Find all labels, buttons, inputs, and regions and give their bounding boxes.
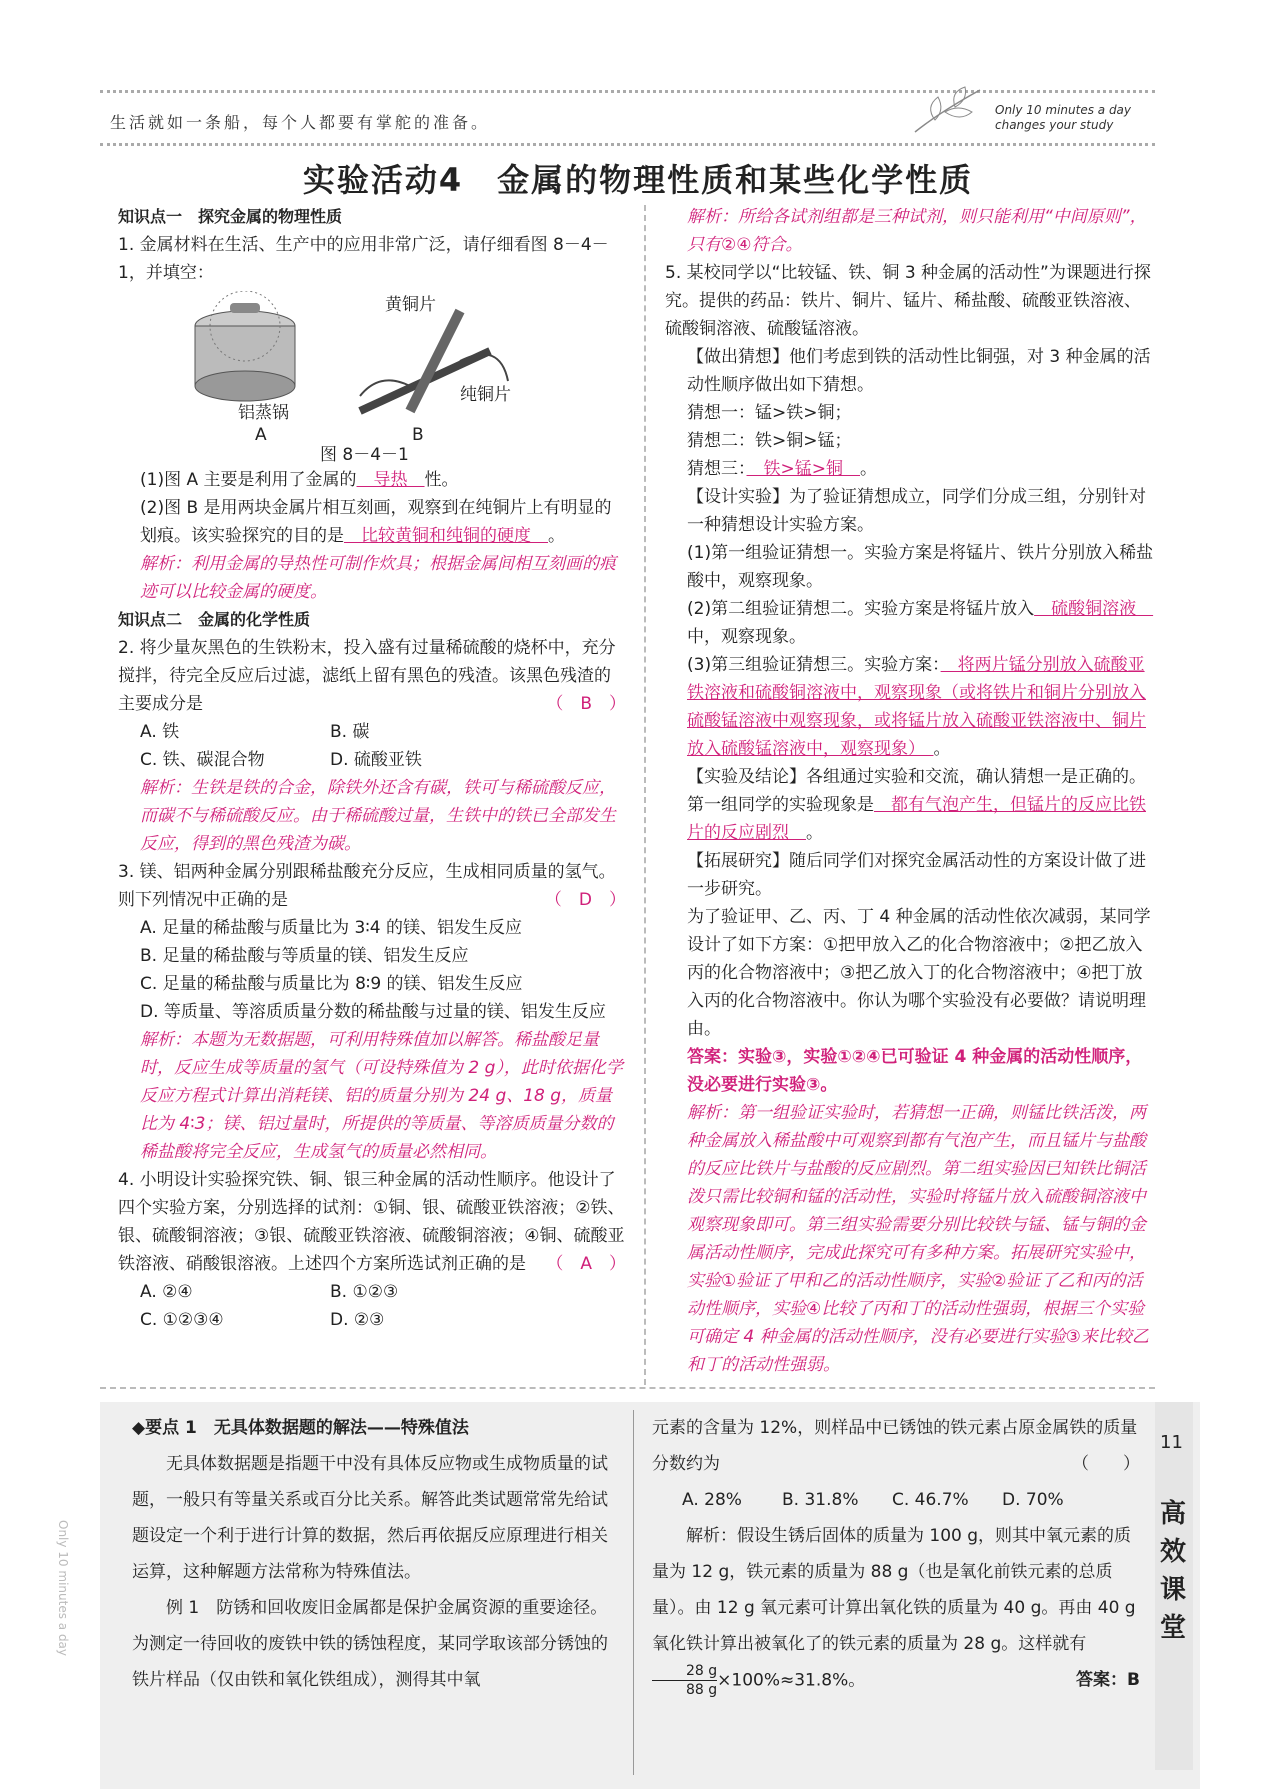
tips-para-1: 无具体数据题是指题干中没有具体反应物或生成物质量的试题，一般只有等量关系或百分比关系。解答此类试题常常先给试题设定一个利于进行计算的数据，然后再依据反应原理进行相关运算，这种解题方法常称为特殊值法。 — [132, 1454, 608, 1582]
fraction-numerator: 28 g — [652, 1662, 717, 1681]
q3-option-a: A. 足量的稀盐酸与质量比为 3∶4 的镁、铝发生反应 — [140, 918, 523, 938]
section-divider — [100, 1387, 1155, 1389]
left-column — [118, 203, 626, 1334]
q4-explanation: 解析：所给各试剂组都是三种试剂，则只能利用“中间原则”，只有②④符合。 — [687, 207, 1147, 255]
header-slogan — [995, 103, 1131, 133]
right-column — [665, 203, 1155, 1379]
tips-left — [132, 1410, 622, 1698]
fig-caption: 图 8－4－1 — [320, 445, 409, 465]
q2-answer: （ B ） — [546, 694, 626, 714]
q5-extension-question: 为了验证甲、乙、丙、丁 4 种金属的活动性依次减弱，某同学设计了如下方案：①把甲放入乙的化合物溶液中；②把乙放入丙的化合物溶液中；③把乙放入丁的化合物溶液中；④把丁放入丙的化合物溶液中。你认为哪个实验没有必要做？请说明理由。 — [687, 907, 1151, 1039]
q4-option-a: A. ②④ — [140, 1282, 193, 1302]
slogan-line-1: Only 10 minutes a day — [995, 103, 1132, 117]
q3-explanation: 解析：本题为无数据题，可利用特殊值加以解答。稀盐酸足量时，反应生成等质量的氢气（可设特殊值为 2 g），此时依据化学反应方程式计算出消耗镁、铝的质量分别为 24 g、18 g，质量比为 4∶3；镁、铝过量时，所提供的等质量、等溶质质量分数的稀盐酸将完全反应，生成氢气的质量必然相同。 — [140, 1030, 623, 1162]
tips-para-2: 例 1 防锈和回收废旧金属都是保护金属资源的重要途径。为测定一待回收的废铁中铁的锈蚀程度，某同学取该部分锈蚀的铁片样品（仅由铁和氧化铁组成），测得其中氧 — [132, 1598, 608, 1690]
q1-2-tail: 。 — [548, 526, 565, 546]
page-number: 11 — [1160, 1432, 1183, 1453]
page-title: 实验活动4 金属的物理性质和某些化学性质 — [302, 161, 974, 199]
q5-design-2 — [665, 595, 1155, 651]
q5-guess-1: 猜想一：锰>铁>铜； — [687, 403, 852, 423]
fig-label-brass: 黄铜片 — [385, 295, 436, 315]
q4-answer: （ A ） — [546, 1254, 626, 1274]
example-option-a: A. 28% — [682, 1490, 742, 1510]
q4-options-row2 — [118, 1306, 626, 1334]
q3-option-d: D. 等质量、等溶质质量分数的稀盐酸与过量的镁、铝发生反应 — [140, 1002, 606, 1022]
q5-conclusion — [665, 763, 1155, 847]
guess3-answer: 铁>锰>铜 — [746, 459, 860, 479]
q2-option-c: C. 铁、碳混合物 — [140, 750, 265, 770]
q3-answer: （ D ） — [544, 890, 626, 910]
leaf-sketch-icon — [910, 82, 990, 137]
q2-option-a: A. 铁 — [140, 722, 180, 742]
q2-stem — [118, 634, 626, 718]
fig-label-a: A — [255, 425, 267, 445]
tips-heading: ◆要点 1 无具体数据题的解法——特殊值法 — [132, 1418, 469, 1438]
q2-option-d: D. 硫酸亚铁 — [330, 750, 422, 770]
q3-stem — [118, 858, 626, 914]
example-explanation — [652, 1518, 1140, 1699]
page-tag: 高效课堂 — [1160, 1499, 1187, 1643]
q2-options-row1 — [118, 718, 626, 746]
q5-explanation: 解析：第一组验证实验时，若猜想一正确，则锰比铁活泼，两种金属放入稀盐酸中可观察到都有气泡产生，而且锰片与盐酸的反应比铁片与盐酸的反应剧烈。第二组实验因已知铁比铜活泼只需比较铜和锰的活动性，实验时将锰片放入硫酸铜溶液中观察现象即可。第三组实验需要分别比较铁与锰、锰与铜的金属活动性顺序，完成此探究可有多种方案。拓展研究实验中，实验①验证了甲和乙的活动性顺序，实验②验证了乙和丙的活动性顺序，实验④比较了丙和丁的活动性强弱，根据三个实验可确定 4 种金属的活动性顺序，没有必要进行实验③来比较乙和丁的活动性强弱。 — [687, 1103, 1149, 1375]
d3-tail: 。 — [933, 739, 951, 759]
q2-stem-text: 2. 将少量灰黑色的生铁粉末，投入盛有过量稀硫酸的烧杯中，充分搅拌，待完全反应后过滤，滤纸上留有黑色的残渣。该黑色残渣的主要成分是 — [118, 638, 616, 714]
d3-answer: 将两片锰分别放入硫酸亚铁溶液和硫酸铜溶液中，观察现象（或将铁片和铜片分别放入硫酸锰溶液中观察现象，或将锰片放入硫酸亚铁溶液中、铜片放入硫酸锰溶液中，观察现象） — [687, 655, 1146, 759]
example-option-c: C. 46.7% — [892, 1490, 969, 1510]
q2-options-row2 — [118, 746, 626, 774]
q5-answer: 答案：实验③，实验①②④已可验证 4 种金属的活动性顺序，没必要进行实验③。 — [687, 1047, 1143, 1095]
q5-guess-intro: 【做出猜想】他们考虑到铁的活动性比铜强，对 3 种金属的活动性顺序做出如下猜想。 — [687, 347, 1151, 395]
concl-answer: 都有气泡产生，但锰片的反应比铁片的反应剧烈 — [687, 795, 1146, 843]
guess3-text: 猜想三： — [687, 459, 747, 479]
q4-option-c: C. ①②③④ — [140, 1310, 224, 1330]
example-option-d: D. 70% — [1002, 1490, 1064, 1510]
example-result: ×100%≈31.8%。 — [717, 1670, 866, 1691]
column-divider — [644, 205, 646, 1385]
q2-option-b: B. 碳 — [330, 722, 370, 742]
q4-stem-text: 4. 小明设计实验探究铁、铜、银三种金属的活动性顺序。他设计了四个实验方案，分别选择的试剂：①铜、银、硫酸亚铁溶液；②铁、银、硫酸铜溶液；③银、硫酸亚铁溶液、硫酸铜溶液；④铜、硫酸亚铁溶液、硝酸银溶液。上述四个方案所选试剂正确的是 — [118, 1170, 625, 1274]
q5-design-1: (1)第一组验证猜想一。实验方案是将锰片、铁片分别放入稀盐酸中，观察现象。 — [687, 543, 1154, 591]
q5-guess-2: 猜想二：铁>铜>锰； — [687, 431, 852, 451]
concl-tail: 。 — [806, 823, 823, 843]
q1-explanation: 解析：利用金属的导热性可制作炊具；根据金属间相互刻画的痕迹可以比较金属的硬度。 — [140, 554, 616, 602]
q5-stem: 5. 某校同学以“比较锰、铁、铜 3 种金属的活动性”为课题进行探究。提供的药品：铁片、铜片、锰片、稀盐酸、硫酸亚铁溶液、硫酸铜溶液、硫酸锰溶液。 — [665, 263, 1151, 339]
example-blank: （ ） — [1072, 1454, 1140, 1474]
side-slogan: Only 10 minutes a day — [56, 1520, 70, 1657]
knowledge-point-2: 知识点二 金属的化学性质 — [118, 610, 311, 629]
figure-8-4-1 — [140, 291, 626, 466]
example-option-b: B. 31.8% — [782, 1490, 859, 1510]
example-explanation-text: 解析：假设生锈后固体的质量为 100 g，则其中氧元素的质量为 12 g，铁元素的质量为 88 g（也是氧化前铁元素的总质量）。由 12 g 氧元素可计算出氧化铁的质量为 40 g。再由 40 g 氧化铁计算出被氧化了的铁元素的质量为 28 g。这样就有 — [652, 1526, 1136, 1654]
q1-1-answer: 导热 — [356, 470, 425, 490]
q3-option-b: B. 足量的稀盐酸与等质量的镁、铝发生反应 — [140, 946, 469, 966]
q2-explanation: 解析：生铁是铁的合金，除铁外还含有碳，铁可与稀硫酸反应，而碳不与稀硫酸反应。由于稀硫酸过量，生铁中的铁已全部发生反应，得到的黑色残渣为碳。 — [140, 778, 616, 854]
q3-option-c: C. 足量的稀盐酸与质量比为 8∶9 的镁、铝发生反应 — [140, 974, 523, 994]
example-options — [652, 1482, 1140, 1518]
q1-part2 — [118, 494, 626, 550]
q4-options-row1 — [118, 1278, 626, 1306]
q4-stem — [118, 1166, 626, 1278]
steamer-pot-icon — [180, 291, 310, 411]
fraction — [652, 1662, 717, 1699]
header-motto: 生活就如一条船，每个人都要有掌舵的准备。 — [110, 113, 491, 132]
q4-option-d: D. ②③ — [330, 1310, 385, 1330]
concl-text: 【实验及结论】各组通过实验和交流，确认猜想一是正确的。第一组同学的实验现象是 — [687, 767, 1146, 815]
q1-2-answer: 比较黄铜和纯铜的硬度 — [344, 526, 548, 546]
example-question — [652, 1410, 1140, 1482]
q1-part1 — [118, 466, 626, 494]
q1-1-tail: 性。 — [424, 470, 459, 490]
d3-text: (3)第三组验证猜想三。实验方案： — [687, 655, 941, 675]
q5-guess-3 — [665, 455, 1155, 483]
q4-option-b: B. ①②③ — [330, 1282, 399, 1302]
d2-text: (2)第二组验证猜想二。实验方案是将锰片放入 — [687, 599, 1035, 619]
q5-extension: 【拓展研究】随后同学们对探究金属活动性的方案设计做了进一步研究。 — [687, 851, 1146, 899]
d2-answer: 硫酸铜溶液 — [1034, 599, 1154, 619]
q3-stem-text: 3. 镁、铝两种金属分别跟稀盐酸充分反应，生成相同质量的氢气。则下列情况中正确的是 — [118, 862, 616, 910]
q5-design: 【设计实验】为了验证猜想成立，同学们分成三组，分别针对一种猜想设计实验方案。 — [687, 487, 1146, 535]
fig-label-b: B — [412, 425, 424, 445]
tips-divider — [633, 1410, 634, 1775]
fig-label-steamer: 铝蒸锅 — [238, 403, 289, 423]
fraction-denominator: 88 g — [686, 1682, 718, 1698]
knowledge-point-1: 知识点一 探究金属的物理性质 — [118, 207, 343, 226]
q1-1-text: (1)图 A 主要是利用了金属的 — [140, 470, 357, 490]
q1-stem: 1. 金属材料在生活、生产中的应用非常广泛，请仔细看图 8－4－1，并填空： — [118, 235, 609, 283]
slogan-line-2: changes your study — [995, 118, 1114, 132]
example-answer: 答案：B — [1076, 1670, 1140, 1690]
fig-label-copper: 纯铜片 — [460, 385, 511, 405]
guess3-tail: 。 — [860, 459, 877, 479]
example-text: 元素的含量为 12%，则样品中已锈蚀的铁元素占原金属铁的质量分数约为 — [652, 1418, 1138, 1474]
d2-tail: 中，观察现象。 — [687, 627, 806, 647]
q1-2-text: (2)图 B 是用两块金属片相互刻画，观察到在纯铜片上有明显的划痕。该实验探究的目的是 — [140, 498, 612, 546]
tips-right — [652, 1410, 1140, 1699]
q5-design-3 — [665, 651, 1155, 763]
